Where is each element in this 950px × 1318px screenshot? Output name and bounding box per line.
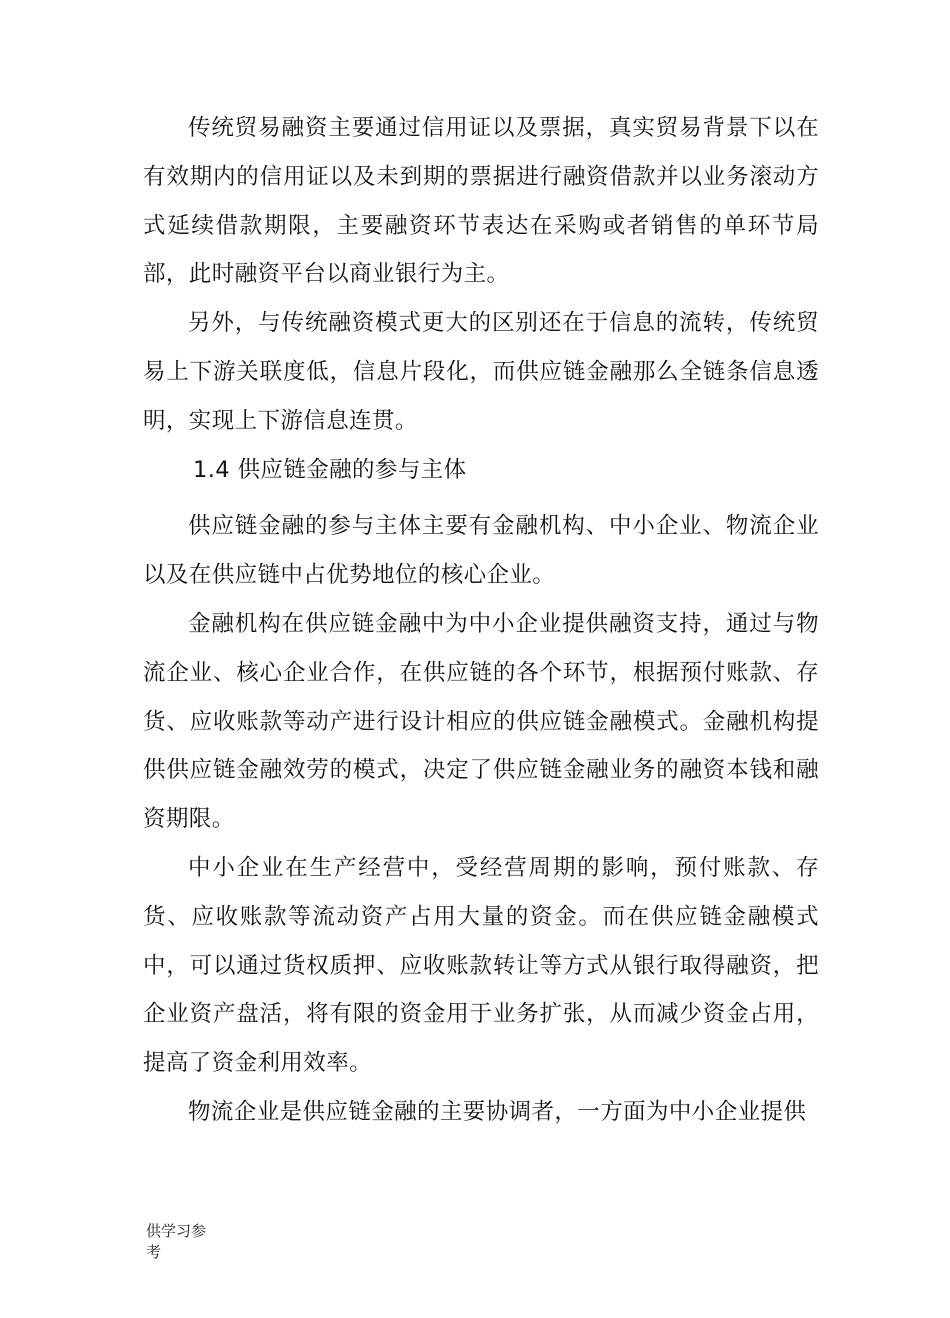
section-heading: 1.4 供应链金融的参与主体 bbox=[193, 456, 467, 483]
footer-note: 供学习参考 bbox=[146, 1222, 207, 1261]
paragraph-financial-institutions: 金融机构在供应链金融中为中小企业提供融资支持，通过与物流企业、核心企业合作，在供应链的各个环节，根据预付账款、存货、应收账款等动产进行设计相应的供应链金融模式。金融机构提供供应链金融效劳的模式，决定了供应链金融业务的融资本钱和融资期限。 bbox=[143, 610, 819, 833]
paragraph-smes: 中小企业在生产经营中，受经营周期的影响，预付账款、存货、应收账款等流动资产占用大量的资金。而在供应链金融模式中，可以通过货权质押、应收账款转让等方式从银行取得融资，把企业资产盘活，将有限的资金用于业务扩张，从而减少资金占用，提高了资金利用效率。 bbox=[143, 854, 819, 1077]
paragraph-traditional-trade-finance: 传统贸易融资主要通过信用证以及票据，真实贸易背景下以在有效期内的信用证以及未到期的票据进行融资借款并以业务滚动方式延续借款期限，主要融资环节表达在采购或者销售的单环节局部，此时融资平台以商业银行为主。 bbox=[143, 115, 819, 288]
paragraph-information-flow: 另外，与传统融资模式更大的区别还在于信息的流转，传统贸易上下游关联度低，信息片段化，而供应链金融那么全链条信息透明，实现上下游信息连贯。 bbox=[143, 310, 819, 434]
paragraph-participants: 供应链金融的参与主体主要有金融机构、中小企业、物流企业以及在供应链中占优势地位的核心企业。 bbox=[143, 513, 819, 589]
document-body bbox=[143, 104, 819, 1137]
paragraph-logistics-enterprises: 物流企业是供应链金融的主要协调者，一方面为中小企业提供 bbox=[188, 1098, 807, 1125]
